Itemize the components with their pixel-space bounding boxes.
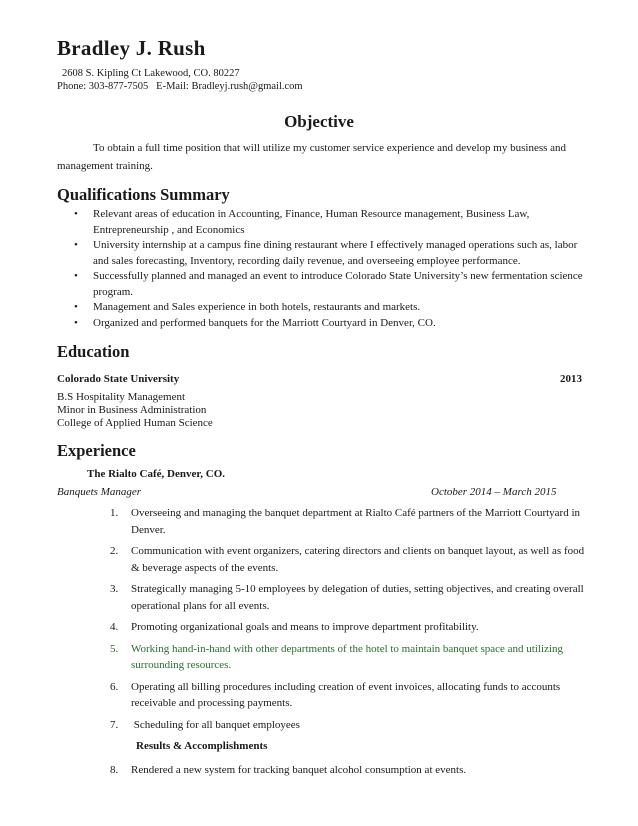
list-item: 1. Overseeing and managing the banquet department at Rialto Café partners of the Marriott Courtyard in Denver. bbox=[110, 507, 581, 536]
education-heading: Education bbox=[57, 342, 130, 361]
experience-heading: Experience bbox=[57, 441, 136, 460]
candidate-name: Bradley J. Rush bbox=[57, 36, 206, 60]
job-dates: October 2014 – March 2015 bbox=[431, 486, 557, 498]
contact-line: Phone: 303-877-7505 E-Mail: Bradleyj.rush@gmail.com bbox=[57, 81, 303, 92]
objective-heading: Objective bbox=[284, 112, 354, 131]
list-item: 2. Communication with event organizers, catering directors and clients on banquet layout, as well as food & beverage aspects of the events. bbox=[110, 545, 585, 574]
bullet-icon: • bbox=[74, 316, 78, 329]
list-item: • Management and Sales experience in both hotels, restaurants and markets. bbox=[57, 300, 587, 316]
qualifications-list bbox=[57, 207, 587, 331]
list-item: 3. Strategically managing 5-10 employees by delegation of duties, setting objectives, and creating overall operational plans for all events. bbox=[110, 583, 584, 612]
bullet-icon: • bbox=[74, 270, 78, 282]
list-item: • Organized and performed banquets for the Marriott Courtyard in Denver, CO. bbox=[57, 316, 587, 332]
graduation-year: 2013 bbox=[560, 373, 582, 385]
qualifications-heading: Qualifications Summary bbox=[57, 185, 230, 204]
bullet-icon: • bbox=[74, 301, 78, 313]
list-item-highlighted: 5. Working hand-in-hand with other departments of the hotel to maintain banquet space and utilizing surrounding resources. bbox=[110, 642, 563, 671]
list-item: • University internship at a campus fine dining restaurant where I effectively managed operations such as, labor and sales forecasting, Inventory, recording daily revenue, and overseeing employee performance. bbox=[74, 239, 578, 267]
list-item: 4. Promoting organizational goals and means to improve department profitability. bbox=[110, 621, 479, 633]
employer-name: The Rialto Café, Denver, CO. bbox=[87, 468, 225, 480]
degree-line: B.S Hospitality Management bbox=[57, 391, 186, 403]
duties-list bbox=[110, 505, 590, 783]
objective-text bbox=[57, 139, 577, 175]
college-line: College of Applied Human Science bbox=[57, 417, 213, 429]
list-item: 7. Scheduling for all banquet employees bbox=[110, 718, 300, 731]
address-line: 2608 S. Kipling Ct Lakewood, CO. 80227 bbox=[62, 68, 240, 79]
list-item: • Successfully planned and managed an event to introduce Colorado State University’s new fermentation science program. bbox=[74, 270, 583, 298]
bullet-icon: • bbox=[74, 239, 78, 251]
results-heading: Results & Accomplishments bbox=[136, 740, 268, 752]
school-name: Colorado State University bbox=[57, 373, 180, 385]
list-item: 6. Operating all billing procedures including creation of event invoices, allocating funds to accounts receivable and processing payments. bbox=[110, 680, 561, 709]
list-item: 8. Rendered a new system for tracking banquet alcohol consumption at events. bbox=[110, 763, 467, 776]
list-item: • Relevant areas of education in Accounting, Finance, Human Resource management, Business Law, Entrepreneurship , and Economics bbox=[74, 208, 530, 236]
job-title: Banquets Manager bbox=[57, 486, 142, 498]
minor-line: Minor in Business Administration bbox=[57, 404, 207, 416]
bullet-icon: • bbox=[74, 208, 78, 220]
objective-text-content: To obtain a full time position that will utilize my customer service experience and develop my business and management training. bbox=[57, 142, 567, 172]
